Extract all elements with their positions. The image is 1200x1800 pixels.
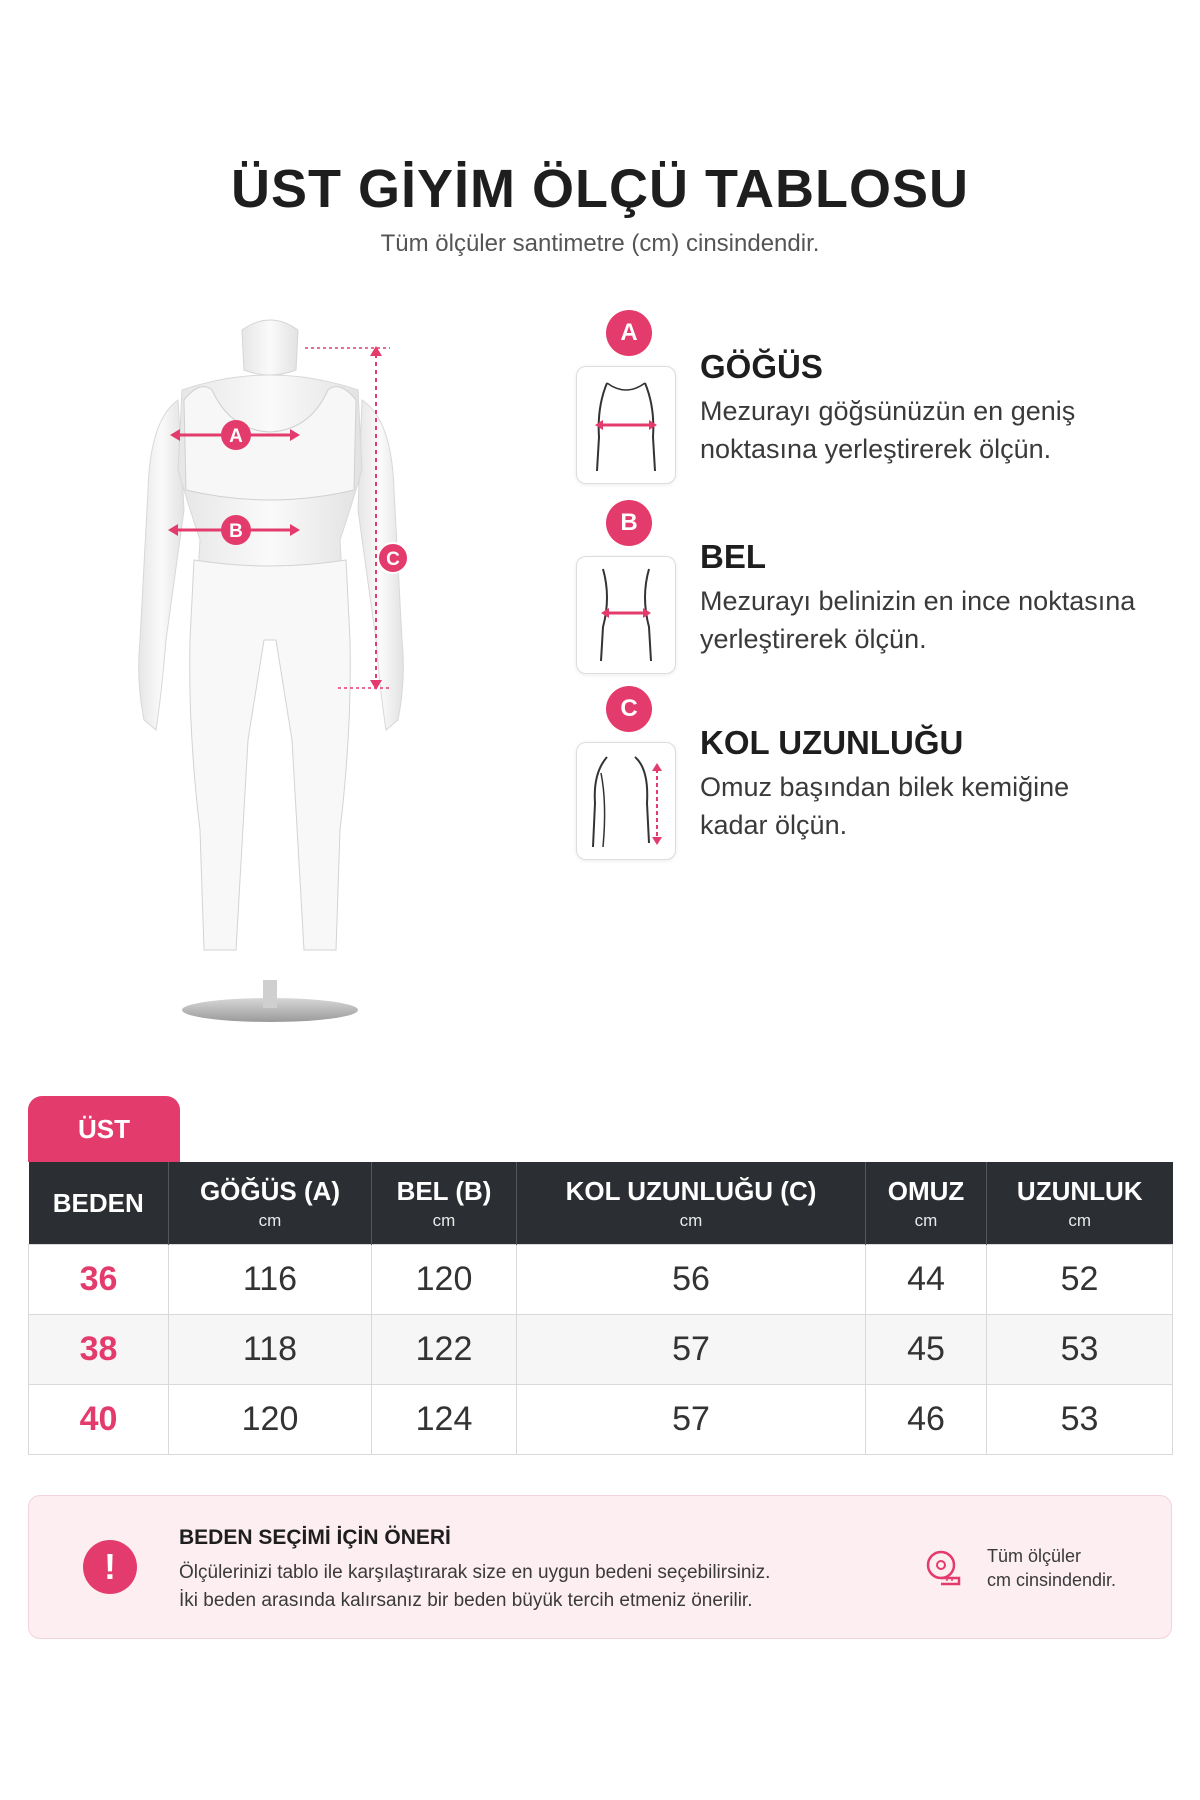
measure-chest — [576, 310, 1176, 480]
column-header-size — [29, 1162, 169, 1245]
cell-arm: 57 — [517, 1315, 866, 1385]
column-unit: cm — [679, 1210, 703, 1230]
marker-b: B — [229, 521, 243, 542]
cell-size: 40 — [29, 1385, 169, 1455]
column-unit: cm — [1068, 1210, 1092, 1230]
column-unit: cm — [432, 1210, 456, 1230]
page-subtitle: Tüm ölçüler santimetre (cm) cinsindendir. — [380, 230, 820, 257]
advice-note-line1: Tüm ölçüler — [987, 1546, 1082, 1566]
measure-waist — [576, 500, 1176, 670]
arm-length-measure-icon — [576, 742, 676, 860]
column-label: BEL (B) — [396, 1175, 492, 1206]
measure-chest-title: GÖĞÜS — [700, 348, 823, 385]
column-unit: cm — [914, 1210, 938, 1230]
cell-size: 38 — [29, 1315, 169, 1385]
column-header-waist — [372, 1162, 517, 1245]
measure-waist-desc — [700, 582, 1190, 658]
cell-length: 53 — [987, 1315, 1173, 1385]
table-row — [29, 1315, 1173, 1385]
table-header-row — [29, 1162, 1173, 1245]
measure-arm-length-desc-line2: kadar ölçün. — [700, 810, 848, 840]
cell-shoulder: 44 — [866, 1245, 987, 1315]
table-tab-ust[interactable]: ÜST — [28, 1096, 180, 1162]
cell-chest: 120 — [169, 1385, 372, 1455]
measure-waist-title: BEL — [700, 538, 766, 575]
measure-arm-length — [576, 686, 1176, 856]
cell-arm: 57 — [517, 1385, 866, 1455]
measure-chest-desc-line1: Mezurayı göğsünüzün en geniş — [700, 396, 1076, 426]
measure-arm-length-desc — [700, 768, 1190, 844]
cell-length: 53 — [987, 1385, 1173, 1455]
measure-arm-length-desc-line1: Omuz başından bilek kemiğine — [700, 772, 1070, 802]
column-label: OMUZ — [887, 1175, 965, 1206]
marker-c: C — [386, 549, 400, 570]
marker-a: A — [229, 426, 243, 447]
measure-waist-desc-line2: yerleştirerek ölçün. — [700, 624, 927, 654]
advice-note — [987, 1544, 1116, 1592]
measure-waist-desc-line1: Mezurayı belinizin en ince noktasına — [700, 586, 1136, 616]
column-header-shoulder — [866, 1162, 987, 1245]
mannequin-illustration — [100, 310, 500, 1030]
measuring-tape-icon — [923, 1548, 963, 1588]
cell-waist: 124 — [372, 1385, 517, 1455]
cell-chest: 116 — [169, 1245, 372, 1315]
column-unit: cm — [258, 1210, 282, 1230]
cell-length: 52 — [987, 1245, 1173, 1315]
measure-chest-desc — [700, 392, 1190, 468]
cell-shoulder: 46 — [866, 1385, 987, 1455]
advice-note-line2: cm cinsindendir. — [987, 1570, 1117, 1590]
cell-shoulder: 45 — [866, 1315, 987, 1385]
page-title: ÜST GİYİM ÖLÇÜ TABLOSU — [231, 159, 969, 219]
cell-arm: 56 — [517, 1245, 866, 1315]
advice-title: BEDEN SEÇİMİ İÇİN ÖNERİ — [179, 1526, 451, 1549]
cell-waist: 122 — [372, 1315, 517, 1385]
advice-line-2: İki beden arasında kalırsanız bir beden büyük tercih etmeniz önerilir. — [179, 1590, 753, 1611]
cell-waist: 120 — [372, 1245, 517, 1315]
table-row — [29, 1385, 1173, 1455]
column-label: UZUNLUK — [1016, 1175, 1143, 1206]
column-label: KOL UZUNLUĞU (C) — [565, 1175, 817, 1206]
column-label: BEDEN — [52, 1187, 144, 1218]
badge-a: A — [606, 310, 652, 356]
chest-measure-icon — [576, 366, 676, 484]
exclamation-icon: ! — [83, 1540, 137, 1594]
size-advice-box — [28, 1495, 1172, 1639]
cell-chest: 118 — [169, 1315, 372, 1385]
table-row — [29, 1245, 1173, 1315]
badge-c: C — [606, 686, 652, 732]
measure-chest-desc-line2: noktasına yerleştirerek ölçün. — [700, 434, 1052, 464]
cell-size: 36 — [29, 1245, 169, 1315]
column-header-chest — [169, 1162, 372, 1245]
size-table — [28, 1162, 1173, 1455]
badge-b: B — [606, 500, 652, 546]
column-header-length — [987, 1162, 1173, 1245]
advice-line-1: Ölçülerinizi tablo ile karşılaştırarak size en uygun bedeni seçebilirsiniz. — [179, 1562, 771, 1583]
waist-measure-icon — [576, 556, 676, 674]
column-header-arm-length — [517, 1162, 866, 1245]
measure-arm-length-title: KOL UZUNLUĞU — [700, 724, 964, 761]
column-label: GÖĞÜS (A) — [199, 1175, 341, 1206]
